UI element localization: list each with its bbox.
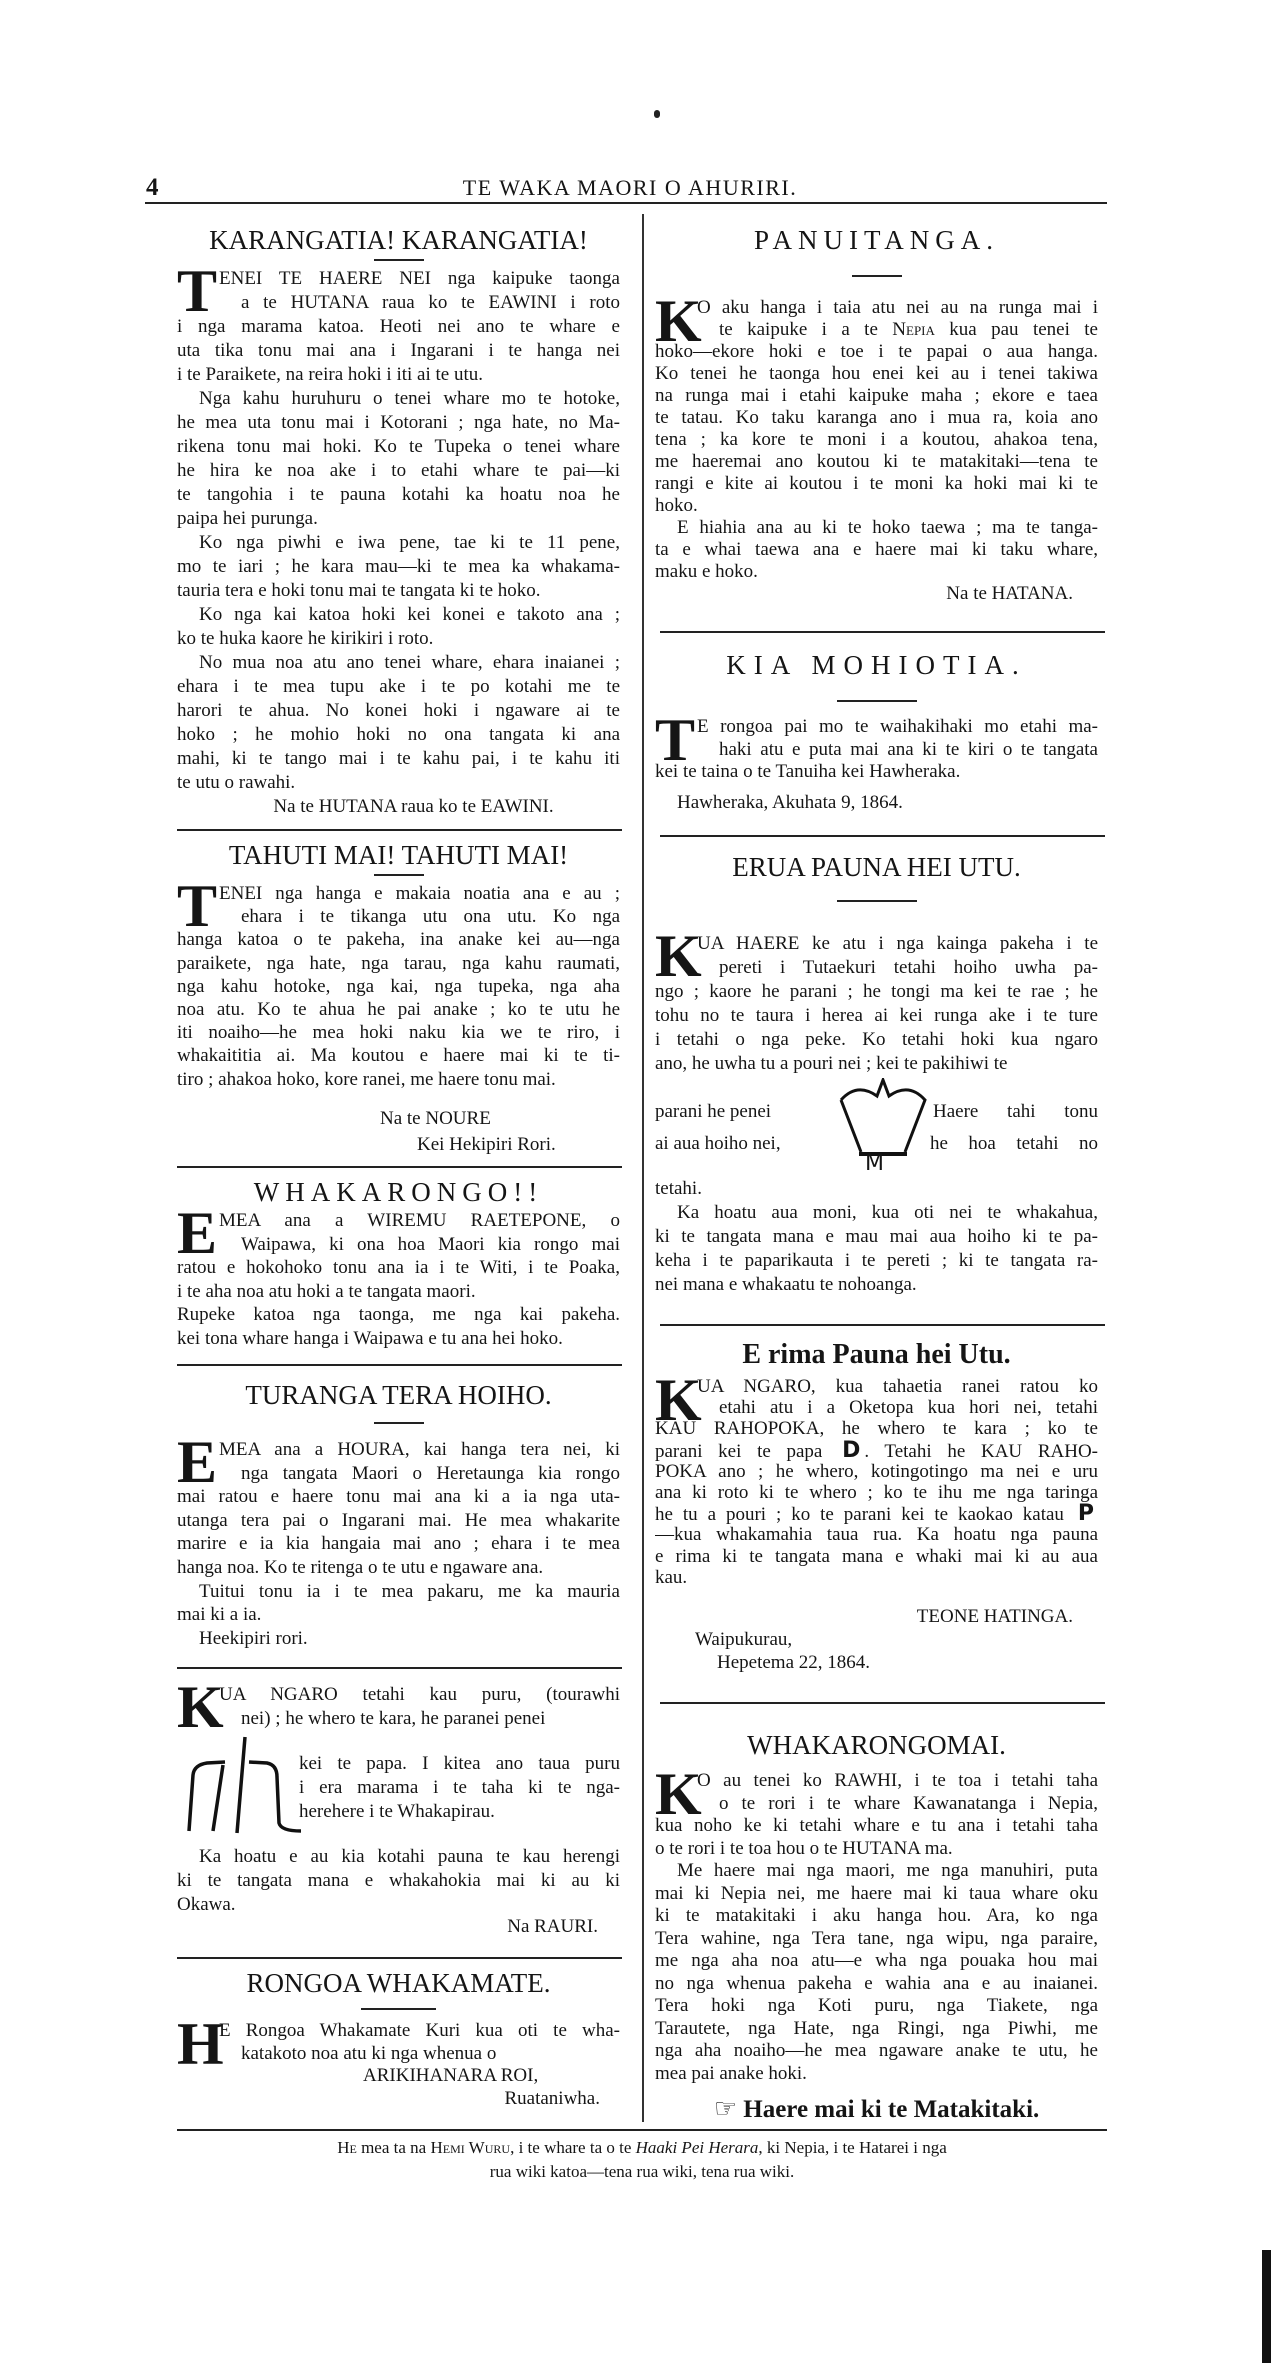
article-separator (177, 1667, 622, 1669)
paragraph (177, 603, 620, 651)
text-line: e rima ki te tangata mana e whaki mai ki au aua (655, 1545, 1098, 1567)
article-heading: TAHUTI MAI! TAHUTI MAI! (228, 840, 569, 870)
text-line: E rongoa pai mo te waihakihaki mo etahi ma- (697, 716, 1098, 737)
text-line: Nga kahu huruhuru o tenei whare mo te hotoke, (199, 388, 620, 409)
pointing-hand-icon: ☞ (713, 2094, 738, 2124)
paragraph (655, 1201, 1098, 1297)
text-segment: . Tetahi he KAU RAHO- (864, 1440, 1098, 1461)
text-line: Tarautete, nga Hate, nga Ringi, nga Piwhi, me (655, 2017, 1098, 2039)
paragraph (177, 387, 620, 531)
text-line: he hira ke noa ake i to etahi whare te pai—ki (177, 460, 620, 481)
article-e-rima-pauna (655, 1338, 1098, 1673)
paragraph (177, 1674, 620, 1740)
text-line: Rupeke katoa nga taonga, me nga kai pakeha. (177, 1304, 620, 1326)
text-line: Ka hoatu aua moni, kua oti nei te whakahua, (677, 1202, 1098, 1223)
drop-cap: K (655, 923, 702, 989)
paragraph (177, 1845, 620, 1917)
paragraph (655, 288, 1098, 517)
article-kia-mohiotia (655, 648, 1098, 814)
heading-rule (374, 874, 424, 876)
text-line: ta e whai taewa ana e haere mai ki taku whare, (655, 539, 1098, 560)
horse-brand-block (655, 1076, 1098, 1201)
article-heading: E rima Pauna hei Utu. (742, 1339, 1011, 1370)
text-line: keha i te paparikauta i te pereti ; ki te tangata ra- (655, 1250, 1098, 1271)
paragraph (655, 707, 1098, 784)
imprint-line (177, 2136, 1107, 2160)
text-line: mai ratou e haere tonu mai ana ki a ia nga uta- (177, 1486, 620, 1508)
article-separator (660, 835, 1105, 837)
text-line: Ka hoatu e au kia kotahi pauna te kau herengi (199, 1846, 620, 1867)
article-separator (177, 1364, 622, 1366)
text-line: kau. (655, 1566, 688, 1588)
dateline: Hawheraka, Akuhata 9, 1864. (677, 791, 903, 813)
text-line: etahi atu i a Oketopa kua hori nei, tetahi (719, 1397, 1098, 1419)
text-line: ENEI TE HAERE NEI nga kaipuke taonga (219, 268, 620, 289)
heading-rule (361, 2008, 436, 2010)
text-line: Me haere mai nga maori, me nga manuhiri, puta (677, 1860, 1098, 1881)
text-line: MEA ana a HOURA, kai hanga tera nei, ki (219, 1439, 620, 1460)
brand-letter: M (865, 1151, 884, 1176)
signature: Na te NOURE (380, 1107, 491, 1129)
article-kua-ngaro-puru (177, 1674, 620, 1937)
article-separator (177, 1166, 622, 1168)
article-heading: TURANGA TERA HOIHO. (245, 1380, 552, 1410)
text-line: ki te matakitaki i aku hanga hou. Ara, ko nga (655, 1905, 1098, 1926)
text-line: haki atu e puta mai ana ki te kiri o te tangata (719, 738, 1098, 760)
text-line: na runga mai i etahi kaipuke maha ; ekore e taea (655, 385, 1098, 406)
bull-brand-icon (185, 1735, 303, 1835)
text-line: marire e ia kia hangaia mai ano ; ehara i te mea (177, 1533, 620, 1555)
text-line: paraikete, nga hate, nga tarau, nga kahu raumati, (177, 952, 620, 974)
text-line: rikena tonu mai hoki. Ko te Tupeka o tenei whare (177, 436, 620, 457)
signature: Na te HUTANA raua ko te EAWINI. (273, 796, 554, 817)
text-line: kei tona whare hanga i Waipawa e tu ana hei hoko. (177, 1327, 563, 1349)
article-heading: WHAKARONGOMAI. (747, 1730, 1006, 1760)
text-line: ki te tangata mana e whakahokia mai ki au ki (177, 1870, 620, 1891)
text-line: ano, he uwha tu a pouri nei ; kei te pakihiwi te (655, 1053, 1008, 1074)
text-segment: te kaipuke i a te (719, 319, 893, 340)
drop-cap: E (177, 1429, 218, 1495)
paragraph (177, 1429, 620, 1580)
article-separator (660, 631, 1105, 633)
printer-name: Hemi Wuru (430, 2138, 511, 2157)
text-line: POKA ano ; he whero, kotingotingo ma nei e uru (655, 1460, 1098, 1482)
paragraph (655, 1761, 1098, 1860)
drop-cap: K (177, 1674, 224, 1740)
paragraph (177, 1200, 620, 1303)
date: Hepetema 22, 1864. (717, 1652, 871, 1674)
text-line: kei te papa. I kitea ano taua puru (299, 1753, 620, 1774)
brand-mark-p: P (1077, 1503, 1094, 1525)
brand-mark-d: D (842, 1439, 861, 1461)
place: Waipukurau, (695, 1629, 793, 1651)
heading-rule (837, 700, 917, 702)
closing-callout (655, 2095, 1098, 2124)
heading-rule (374, 1422, 424, 1424)
text-line: E hiahia ana au ki te hoko taewa ; ma te tanga- (677, 517, 1098, 538)
text-line: noa atu. Ko te ahua he pai anake ; ko te utu he (177, 998, 620, 1020)
paragraph (177, 873, 620, 1091)
heading-rule (837, 900, 917, 902)
article-heading: KARANGATIA! KARANGATIA! (209, 225, 588, 255)
text-line: herehere i te Whakapirau. (299, 1801, 495, 1822)
signature-location: Ruataniwha. (504, 2088, 600, 2110)
text-line: nei) ; he whero te kara, he paranei penei (241, 1708, 546, 1729)
imprint-text: , ki Nepia, i te Hatarei i nga (758, 2138, 947, 2157)
text-line (655, 1440, 1098, 1461)
article-separator (660, 1324, 1105, 1326)
text-line: kua noho ke ki tetahi whare e tu ana i tetahi taha (655, 1815, 1098, 1836)
text-fragment: parani he penei (655, 1101, 772, 1122)
text-line: katakoto noa atu ki nga whenua o (241, 2042, 497, 2064)
bull-brand-block (177, 1731, 620, 1845)
text-line: mai ki a ia. (177, 1604, 262, 1626)
paragraph (655, 923, 1098, 1076)
column-divider (642, 214, 644, 2122)
text-fragment: Haere tahi tonu (933, 1101, 1098, 1122)
text-line: O au tenei ko RAWHI, i te toa i tetahi taha (697, 1770, 1098, 1791)
text-line: nga tangata Maori o Heretaunga kia rongo (241, 1462, 620, 1484)
text-line: ENEI nga hanga e makaia noatia ana e au ; (219, 883, 620, 904)
signature: Na te HATANA. (946, 583, 1073, 604)
text-line: te tatau. Ko taku karanga ano i mua ra, koia ano (655, 407, 1098, 428)
article-separator (177, 829, 622, 831)
drop-cap: K (655, 1761, 702, 1827)
text-line: i te aha noa atu hoki a te tangata maori. (177, 1280, 476, 1302)
text-line: Tuitui tonu ia i te mea pakaru, me ka mauria (199, 1580, 620, 1602)
text-line: ehara i te mea tupu ake i te po kotahi me te (177, 676, 620, 697)
signature: TEONE HATINGA. (916, 1605, 1073, 1627)
text-line: utanga tera pai o Ingarani mai. He mea whakarite (177, 1509, 620, 1531)
text-line: KAU RAHOPOKA, he whero te kara ; ko te (655, 1418, 1098, 1440)
text-line: i era marama i te taha ki te nga- (299, 1777, 620, 1798)
imprint-text: , i te whare ta o te (510, 2138, 636, 2157)
article-whakarongomai (655, 1728, 1098, 2124)
heading-rule (852, 275, 902, 277)
imprint-line: rua wiki katoa—tena rua wiki, tena rua wiki. (489, 2162, 795, 2181)
text-line: ana ki roto ki te whero ; ko te ihu me nga taringa (655, 1481, 1098, 1503)
drop-cap: K (655, 1367, 702, 1433)
text-line: Ko nga piwhi e iwa pene, tae ki te 11 pene, (199, 532, 620, 553)
horse-brand-icon (835, 1078, 931, 1158)
text-line: mea pai anake hoki. (655, 2062, 807, 2084)
text-line: hoko. (655, 495, 698, 516)
text-line: ko te huka kaore he kirikiri i roto. (177, 628, 434, 649)
text-line: nga aha noaiho—he mea ngaware anake te utu, he (655, 2040, 1098, 2061)
ship-name: Nepia (892, 319, 935, 340)
drop-cap: T (655, 707, 696, 773)
text-line: he mea uta tonu mai i Kotorani ; nga hate, no Ma- (177, 412, 620, 433)
article-erua-pauna (655, 850, 1098, 1297)
text-line: te tangohia i te pauna kotahi ka hoatu noa he (177, 484, 620, 505)
text-line: UA HAERE ke atu i nga kainga pakeha i te (697, 933, 1098, 954)
text-line: E Rongoa Whakamate Kuri kua oti te wha- (219, 2020, 620, 2041)
article-whakarongo (177, 1175, 620, 1351)
drop-cap: T (177, 258, 218, 324)
text-line: Ko nga kai katoa hoki kei konei e takoto ana ; (199, 604, 620, 625)
text-line: hanga noa. Ko te ritenga o te utu e ngaware ana. (177, 1556, 544, 1578)
text-line: i nga marama katoa. Heoti nei ano te whare e (177, 316, 620, 337)
paragraph (177, 258, 620, 387)
text-line: paipa hei purunga. (177, 508, 318, 529)
text-line: mo te iari ; he kara mau—ki te mea ka whakama- (177, 556, 620, 577)
paragraph (655, 1860, 1098, 2085)
text-line: harori te ahua. No konei hoki i ngaware ai te (177, 700, 620, 721)
scan-edge-artifact (1262, 2250, 1271, 2363)
footer-rule (177, 2129, 1107, 2131)
text-line: mahi, ki te tango mai i te kahu pai, i te kahu iti (177, 748, 620, 769)
paragraph (655, 1367, 1098, 1588)
text-line (655, 319, 1098, 341)
text-line: te utu o rawahi. (177, 772, 296, 793)
text-line: hanga katoa o te pakeha, ina anake kei au—nga (177, 929, 620, 951)
text-line: me nga aha noa atu—e wha nga pouaka hou mai (655, 1950, 1098, 1971)
paragraph (299, 1752, 620, 1824)
text-line: tena ; ka kore te moni i a koutou, ahakoa tena, (655, 429, 1098, 450)
text-line: UA NGARO tetahi kau puru, (tourawhi (219, 1684, 620, 1705)
text-fragment: he hoa tetahi no (930, 1133, 1098, 1154)
imprint-text: He (337, 2138, 357, 2157)
text-line: nei mana e whakaatu te nohoanga. (655, 1274, 917, 1295)
text-line: whakaititia ai. Ma koutou e haere mai ki te ti- (177, 1045, 620, 1067)
text-line: hoko—ekore hoki e toe i te papai o aua hanga. (655, 341, 1098, 362)
article-tahuti (177, 838, 620, 1156)
text-line: o te rori i te toa hou o te HUTANA ma. (655, 1837, 953, 1859)
text-line: Tera wahine, nga Tera tane, nga wipu, nga paraire, (655, 1927, 1098, 1949)
closing-text: Haere mai ki te Matakitaki. (743, 2096, 1040, 2123)
drop-cap: H (177, 2011, 224, 2077)
text-line: i te Paraikete, na reira hoki i iti ai te utu. (177, 364, 484, 385)
print-speck (654, 110, 660, 118)
article-turanga-tera-hoiho (177, 1378, 620, 1650)
newspaper-name: Haaki Pei Herara (635, 2138, 759, 2157)
article-karangatia (177, 223, 620, 819)
text-line: tiro ; ahakoa hoko, kore ranei, me haere tonu mai. (177, 1068, 556, 1090)
page-number: 4 (146, 174, 159, 201)
text-line: ratou e hokohoko tonu ana ia i te Witi, i te Poaka, (177, 1257, 620, 1279)
article-separator (177, 1957, 622, 1959)
signature-location: Kei Hekipiri Rori. (417, 1133, 556, 1155)
drop-cap: K (655, 288, 702, 354)
header-rule (145, 202, 1107, 204)
signature: Heekipiri rori. (199, 1627, 308, 1649)
text-line: tohu no te taura i herea ai kei runga ake i te ture (655, 1005, 1098, 1026)
signature: Na RAURI. (507, 1916, 598, 1937)
paragraph (177, 1303, 620, 1350)
text-line: o te rori i te whare Kawanatanga i Nepia, (719, 1792, 1098, 1814)
text-segment: kua pau tenei te (934, 319, 1098, 340)
article-heading: RONGOA WHAKAMATE. (246, 1968, 551, 1998)
text-fragment: ai aua hoiho nei, (655, 1133, 781, 1154)
text-line: Tera hoki nga Koti puru, nga Tiakete, nga (655, 1995, 1098, 2016)
article-heading: KIA MOHIOTIA. (726, 650, 1027, 680)
article-separator (660, 1702, 1105, 1704)
text-line: ehara i te tikanga utu ona utu. Ko nga (241, 906, 620, 928)
text-line: ngo ; kaore he parani ; he tongi ma kei te rae ; he (655, 981, 1098, 1002)
signature: ARIKIHANARA ROI, (363, 2065, 539, 2087)
drop-cap: E (177, 1200, 218, 1266)
text-line: Waipawa, ki ona hoa Maori kia rongo mai (241, 1233, 620, 1255)
text-line: hoko ; he mohio hoki no ona tangata ki ana (177, 724, 620, 745)
text-line: uta tika tonu mai ana i Ingarani i te hanga nei (177, 340, 620, 361)
text-line: kei te taina o te Tanuiha kei Hawheraka. (655, 761, 961, 782)
text-line: i tetahi o nga peke. Ko tetahi hoki kua ngaro (655, 1029, 1098, 1050)
text-line: UA NGARO, kua tahaetia ranei ratou ko (697, 1376, 1098, 1397)
paragraph (177, 651, 620, 795)
text-line: MEA ana a WIREMU RAETEPONE, o (219, 1210, 620, 1231)
paragraph (177, 1580, 620, 1627)
text-line: me haeremai ano koutou ki te matakitaki—tena te (655, 451, 1098, 472)
text-line: tauria tera e hoki tonu mai te tangata ki te hoko. (177, 580, 541, 601)
text-line: Ko tenei he taonga hou enei kei au i tenei takiwa (655, 363, 1098, 384)
text-line: —kua whakamahia taua rua. Ka hoatu nga pauna (655, 1524, 1098, 1546)
text-line: No mua noa atu ano tenei whare, ehara inaianei ; (199, 652, 620, 673)
article-heading: WHAKARONGO!! (253, 1177, 544, 1207)
heading-rule (374, 259, 424, 261)
text-line: Okawa. (177, 1894, 236, 1915)
article-panuitanga (655, 223, 1098, 605)
article-heading: ERUA PAUNA HEI UTU. (732, 852, 1021, 882)
text-line: ki te tangata mana e mau mai aua hoiho ki te pa- (655, 1226, 1098, 1247)
paragraph (177, 531, 620, 603)
article-rongoa-whakamate (177, 1966, 620, 2111)
paragraph (655, 517, 1098, 583)
text-segment: parani kei te papa (655, 1440, 839, 1461)
text-line: O aku hanga i taia atu nei au na runga mai i (697, 297, 1098, 318)
text-fragment: tetahi. (655, 1178, 702, 1199)
text-line: pereti i Tutaekuri tetahi hoiho uwha pa- (719, 957, 1098, 978)
masthead-title: TE WAKA MAORI O AHURIRI. (462, 175, 798, 200)
text-line: a te HUTANA raua ko te EAWINI i roto (241, 292, 620, 313)
text-line: no nga whenua pakeha e wahia ana e au inaianei. (655, 1972, 1098, 1994)
text-line: nga kahu hotoke, nga kai, nga tupeka, nga aha (177, 975, 620, 997)
article-heading: PANUITANGA. (753, 225, 1000, 255)
text-line: rangi e kite ai koutou i te moni ka hoki mai ki te (655, 473, 1098, 494)
imprint-text: mea ta na (356, 2138, 431, 2157)
text-segment: he tu a pouri ; ko te parani kei te kaokao katau (655, 1504, 1074, 1525)
text-line: iti noaiho—he mea hoki naku kia we te riro, i (177, 1022, 620, 1044)
text-line: maku e hoko. (655, 561, 758, 582)
text-line: mai ki Nepia nei, me haere mai ki taua whare oku (655, 1882, 1098, 1904)
text-line (655, 1503, 1098, 1524)
drop-cap: T (177, 873, 218, 939)
